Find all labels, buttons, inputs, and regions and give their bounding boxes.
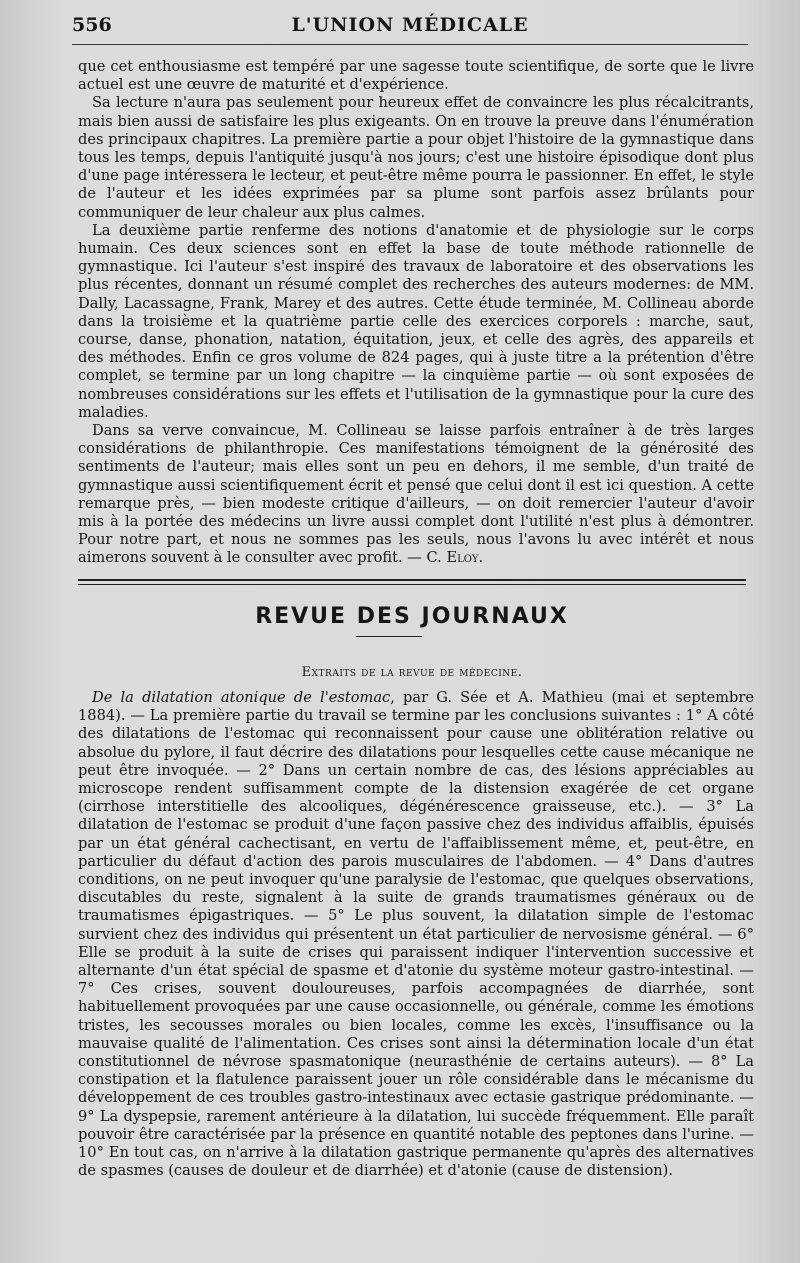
section-divider-thin: [78, 584, 746, 585]
article-body: — La première partie du travail se termine par les conclusions suivantes : 1° A côté des dilatations de l'estomac qui reconnaissent pour cause une oblitération relative ou absolue du pylore, il faut décrire des dilatations pour lesquelles cette cause mécanique ne peut être invoquée. — 2° Dans un certain nombre de cas, des lésions appréciables au microscope rendent suffisamment compte de la distension exagérée de cet organe (cirrhose interstitielle des alcooliques, dégénérescence graisseuse, etc.). — 3° La dilatation de l'estomac se produit d'une façon passive chez des individus affaiblis, épuisés par un état général cachectisant, en vertu de l'affaiblissement même, et, peut-être, en particulier du défaut d'action des parois musculaires de l'abdomen. — 4° Dans d'autres conditions, on ne peut invoquer qu'une paralysie de l'estomac, que quelques observations, discutables du reste, signalent à la suite de grands traumatismes généraux ou de traumatismes épigastriques. — 5° Le plus souvent, la dilatation simple de l'estomac survient chez des individus qui présentent un état particulier de nervosisme général. — 6° Elle se produit à la suite de crises qui paraissent indiquer l'intervention successive et alternante d'un état spécial de spasme et d'atonie du système moteur gastro-intestinal. — 7° Ces crises, souvent douloureuses, parfois accompagnées de diarrhée, sont habituellement provoquées par une cause occasionnelle, ou générale, comme les émotions tristes, les secousses morales ou bien locales, comme les excès, l'insuffisance ou la mauvaise qualité de l'alimentation. Ces crises sont ainsi la détermination locale d'un état constitutionnel de névrose spasmatonique (neurasthénie de certains auteurs). — 8° La constipation et la flatulence paraissent jouer un rôle considérable dans le mécanisme du développement de ces troubles gastro-intestinaux avec ectasie gastrique prédominante. — 9° La dyspepsie, rarement antérieure à la dilatation, lui succède fréquemment. Elle paraît pouvoir être caractérisée par la présence en quantité notable des peptones dans l'urine. — 10° En tout cas, on n'arrive à la dilatation gastrique permanente qu'après des alternatives de spasmes (causes de douleur et de diarrhée) et d'atonie (cause de distension).: [78, 707, 755, 1180]
title-underline: [356, 636, 422, 637]
review-paragraph-text: Dans sa verve convaincue, M. Collineau se laisse parfois entraîner à de très larges considérations de philanthropie. Ces manifestations témoignent de la générosité des sentiments de l'auteur; mais elles sont un peu en dehors, il me semble, d'un traité de gymnastique aussi scientifiquement écrit et pensé que celui dont il est ici question. A cette remarque près, — bien modeste critique d'ailleurs, — on doit remercier l'auteur d'avoir mis à la portée des médecins un livre aussi complet dont l'utilité n'est plus à démontrer. Pour notre part, et nous ne sommes pas les seuls, nous l'avons lu avec intérêt et nous aimerons souvent à le consulter avec profit. —: [78, 422, 754, 567]
page-header: [72, 14, 748, 45]
review-paragraph: Sa lecture n'aura pas seulement pour heureux effet de convaincre les plus récalcitrants, mais bien aussi de satisfaire les plus exigeants. On en trouve la preuve dans l'énumération des principaux chapitres. La première partie a pour objet l'histoire de la gymnastique dans tous les temps, depuis l'antiquité jusqu'à nos jours; c'est une histoire épisodique dont plus d'une page intéressera le lecteur, et peut-être même pourra le passionner. En effet, le style de l'auteur et les idées exprimées par sa plume sont parfois assez brûlants pour communiquer de leur chaleur aux plus calmes.: [78, 94, 754, 221]
article-section: [78, 689, 754, 1180]
review-paragraph: [78, 422, 754, 568]
review-paragraph: La deuxième partie renferme des notions d'anatomie et de physiologie sur le corps humain. Ces deux sciences sont en effet la base de toute méthode rationnelle de gymnastique. Ici l'auteur s'est inspiré des travaux de laboratoire et des observations les plus récentes, donnant un résumé complet des recherches des auteurs modernes: de MM. Dally, Lacassagne, Frank, Marey et des autres. Cette étude terminée, M. Collineau aborde dans la troisième et la quatrième partie celle des exercices corporels : marche, saut, course, danse, phonation, natation, équitation, jeux, et celle des agrès, des appareils et des méthodes. Enfin ce gros volume de 824 pages, qui à juste titre a la prétention d'être complet, se termine par un long chapitre — la cinquième partie — où sont exposées de nombreuses considérations sur les effets et l'utilisation de la gymnastique pour la cure des maladies.: [78, 221, 754, 421]
section-title: REVUE DES JOURNAUX: [255, 604, 569, 629]
subsection-title: Extraits de la revue de médecine.: [301, 665, 523, 680]
article-byline: , par G. Sée et A. Mathieu (mai et septembre 1884).: [78, 689, 754, 725]
section-divider: [78, 579, 746, 581]
running-title: L'UNION MÉDICALE: [291, 14, 529, 36]
article-paragraph: [78, 689, 754, 1180]
article-title: De la dilatation atonique de l'estomac: [92, 689, 391, 706]
review-paragraph: que cet enthousiasme est tempéré par une sagesse toute scientifique, de sorte que le livre actuel est une œuvre de maturité et d'expérience.: [78, 58, 754, 94]
book-review-section: [78, 58, 754, 568]
review-signature: C. Eloy.: [426, 549, 484, 567]
page-number: 556: [72, 14, 112, 36]
